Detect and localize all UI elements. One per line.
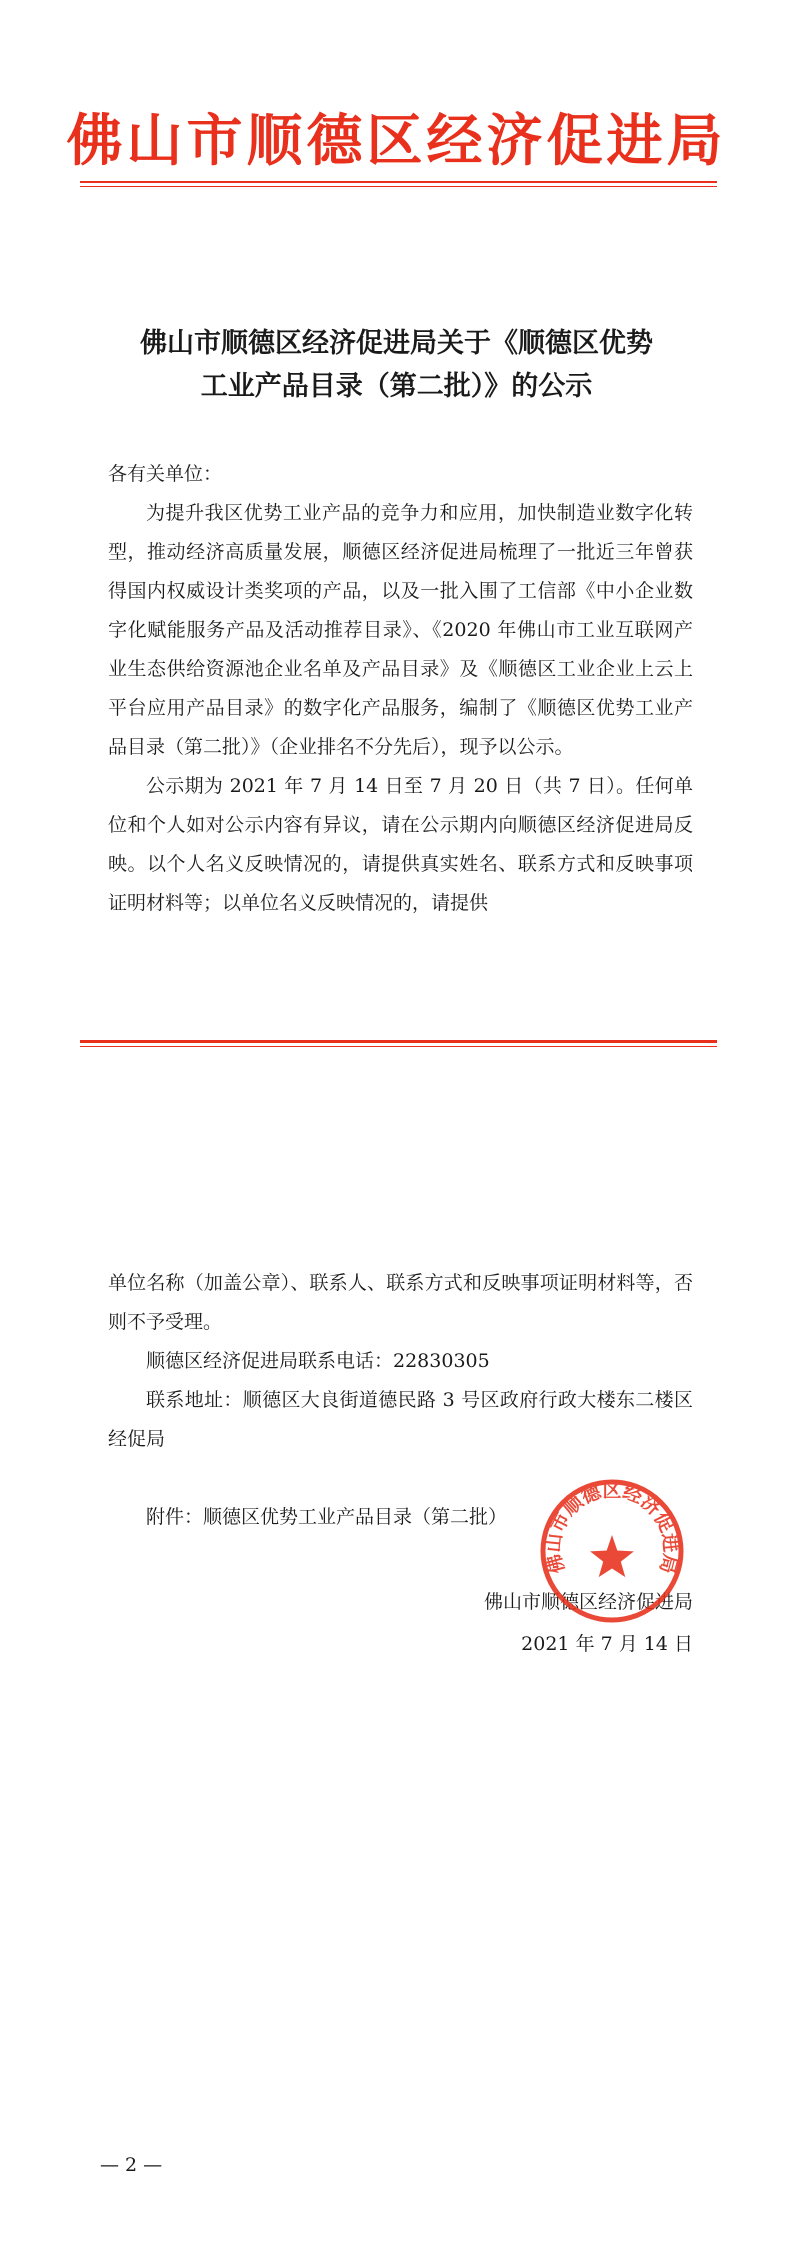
header-org-name: 佛山市顺德区经济促进局	[66, 109, 727, 174]
official-seal	[538, 1477, 686, 1625]
address-line: 联系地址：顺德区大良街道德民路 3 号区政府行政大楼东二楼区经促局	[108, 1389, 693, 1450]
attachment-line: 附件：顺德区优势工业产品目录（第二批）	[146, 1506, 508, 1528]
paragraph-1: 为提升我区优势工业产品的竞争力和应用，加快制造业数字化转型，推动经济高质量发展，顺德区经济促进局梳理了一批近三年曾获得国内权威设计类奖项的产品，以及一批入围了工信部《中小企业数字化赋能服务产品及活动推荐目录》、《2020 年佛山市工业互联网产业生态供给资源池企业名单及产品目录》及《顺德区工业企业上云上平台应用产品目录》的数字化产品服务，编制了《顺德区优势工业产品目录（第二批）》（企业排名不分先后），现予以公示。	[108, 502, 693, 758]
document-title	[90, 322, 703, 408]
seal-star-icon	[590, 1535, 634, 1577]
body-page-1	[108, 455, 693, 923]
header-rule-thin	[80, 186, 717, 187]
paragraph-2-part-2: 单位名称（加盖公章）、联系人、联系方式和反映事项证明材料等，否则不予受理。	[108, 1272, 693, 1333]
title-line-1: 佛山市顺德区经济促进局关于《顺德区优势	[140, 328, 653, 359]
signature: 佛山市顺德区经济促进局	[483, 1591, 693, 1613]
phone-line: 顺德区经济促进局联系电话：22830305	[146, 1350, 490, 1372]
seal-text: 佛山市顺德区经济促进局	[542, 1479, 682, 1576]
header-rule-thick	[80, 181, 717, 183]
paragraph-2-part-1: 公示期为 2021 年 7 月 14 日至 7 月 20 日（共 7 日）。任何单位和个人如对公示内容有异议，请在公示期内向顺德区经济促进局反映。以个人名义反映情况的，请提供真实姓名、联系方式和反映事项证明材料等；以单位名义反映情况的，请提供	[108, 775, 693, 914]
page-break-rule-thin	[80, 1046, 717, 1047]
salutation: 各有关单位：	[108, 463, 223, 485]
page-break-rule-thick	[80, 1040, 717, 1043]
title-line-2: 工业产品目录（第二批）》的公示	[200, 371, 593, 402]
signature-date: 2021 年 7 月 14 日	[521, 1633, 693, 1655]
page-number: — 2 —	[100, 2154, 163, 2176]
